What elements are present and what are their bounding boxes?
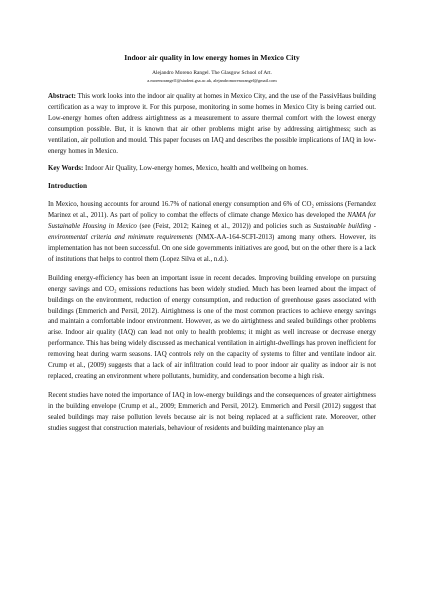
section-heading-introduction: Introduction [48, 182, 88, 191]
keywords [48, 164, 376, 175]
p1-part-e: (NMX-AA-164-SCFI-2013) among many others. However, its implementation has not been successful. On one side governments initiatives are good, but on the other there is a lack of institutions that helps to control them (Lopez Silva et al., n.d.). [48, 234, 376, 263]
p1-nama-title: NAMA for Sustainable Housing in Mexico [48, 212, 376, 231]
intro-paragraph-3: Recent studies have noted the importance of IAQ in low-energy buildings and the consequences of greater airtightness in the building envelope (Crump et al., 2009; Emmerich and Persil, 2012). Emmerich and Persil (2012) suggest that sealed buildings may raise pollution levels because air is not being replaced at a sufficient rate. Moreover, other studies suggest that construction materials, behaviour of residents and building maintenance play an [48, 391, 376, 432]
p1-part-a: In Mexico, housing accounts for around 16.7% of national energy consumption and 6% of CO₂ emissions (Fernandez Marinez et al., 2011). As part of policy to combat the effects of climate change Mexico has developed the [48, 201, 376, 220]
author-emails: a.morenorangel1@student.gsa.ac.uk, alejandromorenorangel@gmail.com [147, 78, 277, 83]
p1-part-c: (see (Feist, 2012; Kaineg et al., 2012)) and policies such as [136, 223, 314, 231]
abstract-text: This work looks into the indoor air quality at homes in Mexico City, and the use of the PassivHaus building certification as a way to improve it. For this purpose, monitoring in some homes in Mexico City is being carried out. Low-energy homes often address airtightness as a measurement to assure thermal comfort with the lowest energy consumption possible. But, it is known that air other problems might arise by addressing airtightness; such as ventilation, air pollution and mould. This paper focuses on IAQ and describes the possible implications of IAQ in low-energy homes in Mexico. [48, 93, 376, 155]
p1-policy-title: Sustainable building - environmental criteria and minimum requirements [48, 223, 376, 242]
author-line: Alejandro Moreno Rangel. The Glasgow School of Art. [152, 70, 272, 76]
abstract [48, 92, 376, 157]
paper-title: Indoor air quality in low energy homes in Mexico City [124, 53, 300, 62]
intro-paragraph-2: Building energy-efficiency has been an important issue in recent decades. Improving building envelope on pursuing energy savings and CO₂ emissions reductions has been widely studied. Much has been learned about the impact of buildings on the environment, reduction of energy consumption, and reduction of greenhouse gases associated with buildings (Emmerich and Persil, 2012). Airtightness is one of the most common practices to achieve energy savings and maintain a comfortable indoor environment. However, as we do airtightness and sealed buildings other problems arise. Indoor air quality (IAQ) can lead not only to health problems; it might as well increase or decrease energy performance. This has being widely discussed as mechanical ventilation in airtight-dwellings has proven inefficient for removing heat during warm seasons. IAQ controls rely on the capacity of systems to filter and ventilate indoor air. Crump et al., (2009) suggests that a lack of air infiltration could lead to poor indoor air quality as indoor air is not replaced, creating an environment where pollutants, humidity, and condensation become a high risk. [48, 274, 376, 380]
intro-paragraph-1 [48, 200, 376, 265]
abstract-label: Abstract: [48, 93, 76, 100]
keywords-text: Indoor Air Quality, Low-energy homes, Mexico, health and wellbeing on homes. [85, 165, 308, 173]
keywords-label: Key Words: [48, 165, 84, 173]
